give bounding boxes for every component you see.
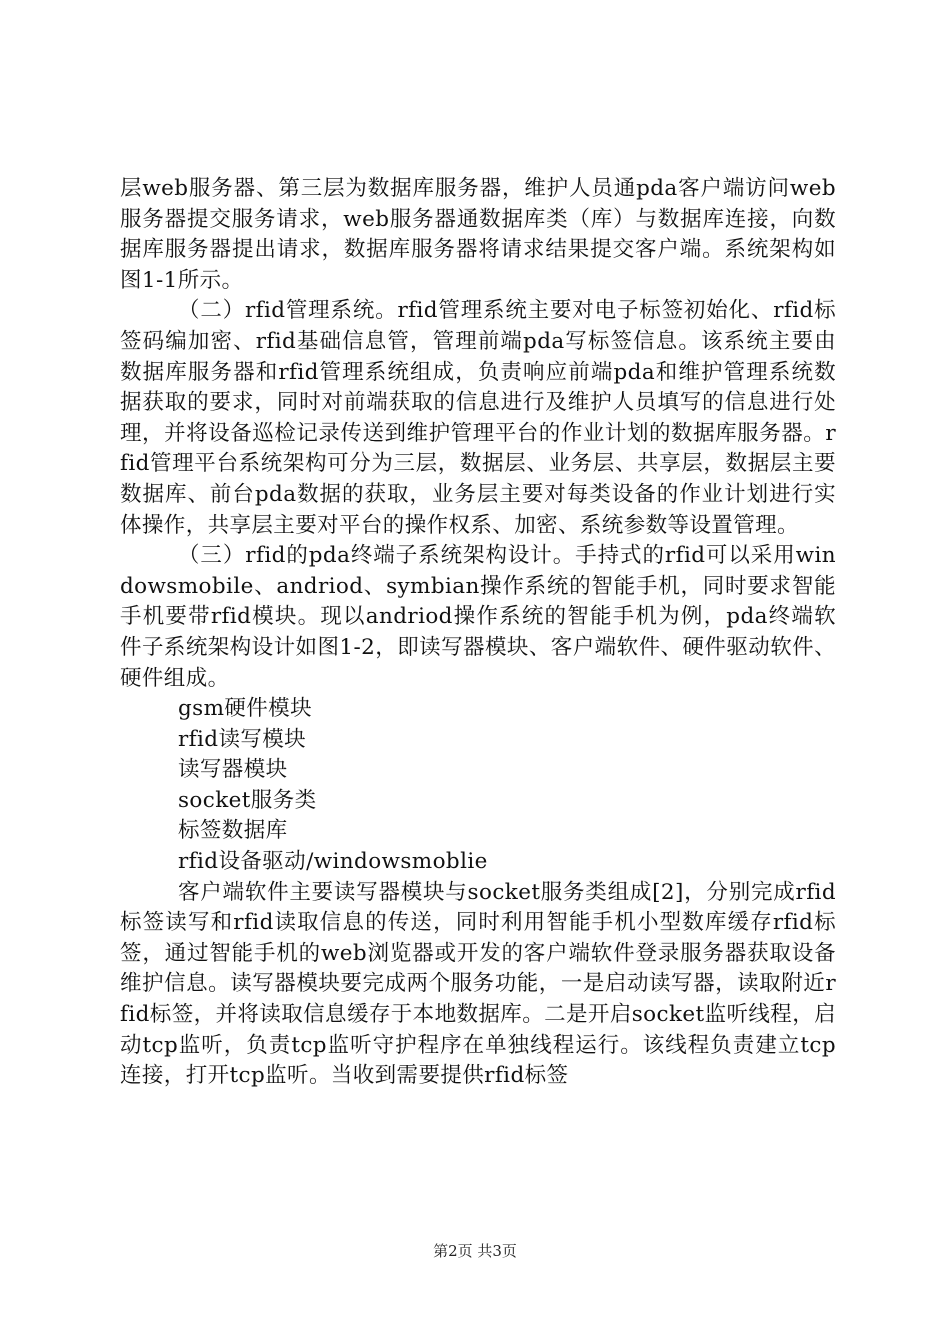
page-footer: 第2页 共3页 — [433, 1242, 517, 1260]
paragraph-continuation: 层web服务器、第三层为数据库服务器，维护人员通pda客户端访问web服务器提交服务请求，web服务器通数据库类（库）与数据库连接，向数据库服务器提出请求，数据库服务器将请求结果提交客户端。系统架构如图1-1所示。 — [120, 176, 836, 293]
document-body — [120, 174, 836, 1092]
architecture-diagram-items — [120, 694, 836, 878]
diagram-item-tag-database: 标签数据库 — [178, 818, 288, 844]
paragraph-pda-terminal-architecture: （三）rfid的pda终端子系统架构设计。手持式的rfid可以采用windowsmobile、andriod、symbian操作系统的智能手机，同时要求智能手机要带rfid模块。现以andriod操作系统的智能手机为例，pda终端软件子系统架构设计如图1-2，即读写器模块、客户端软件、硬件驱动软件、硬件组成。 — [120, 543, 836, 691]
paragraph-rfid-management-system: （二）rfid管理系统。rfid管理系统主要对电子标签初始化、rfid标签码编加密、rfid基础信息管，管理前端pda写标签信息。该系统主要由数据库服务器和rfid管理系统组成，负责响应前端pda和维护管理系统数据获取的要求，同时对前端获取的信息进行及维护人员填写的信息进行处理，并将设备巡检记录传送到维护管理平台的作业计划的数据库服务器。rfid管理平台系统架构可分为三层，数据层、业务层、共享层，数据层主要数据库、前台pda数据的获取，业务层主要对每类设备的作业计划进行实体操作，共享层主要对平台的操作权系、加密、系统参数等设置管理。 — [120, 298, 836, 538]
diagram-item-gsm-hardware: gsm硬件模块 — [178, 696, 312, 722]
diagram-item-reader-module: 读写器模块 — [178, 757, 288, 783]
diagram-item-rfid-reader-writer: rfid读写模块 — [178, 726, 307, 752]
diagram-item-device-driver: rfid设备驱动/windowsmoblie — [178, 849, 488, 875]
diagram-item-socket-service: socket服务类 — [178, 787, 317, 813]
paragraph-client-software: 客户端软件主要读写器模块与socket服务类组成[2]，分别完成rfid标签读写和rfid读取信息的传送，同时利用智能手机小型数库缓存rfid标签，通过智能手机的web浏览器或开发的客户端软件登录服务器获取设备维护信息。读写器模块要完成两个服务功能，一是启动读写器，读取附近rfid标签，并将读取信息缓存于本地数据库。二是开启socket监听线程，启动tcp监听，负责tcp监听守护程序在单独线程运行。该线程负责建立tcp连接，打开tcp监听。当收到需要提供rfid标签 — [120, 879, 836, 1089]
